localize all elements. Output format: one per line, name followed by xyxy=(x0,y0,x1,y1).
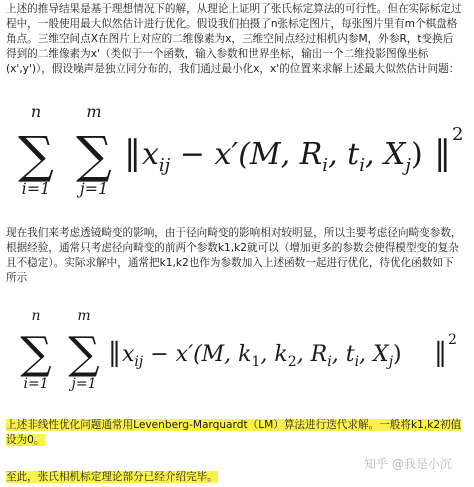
highlighted-text: 上述非线性优化问题通常用Levenberg-Marquardt（LM）算法进行迭代求解。一般将k1,k2初值 xyxy=(6,419,462,431)
sum-i-upper: n xyxy=(31,308,41,324)
norm-right: ‖ xyxy=(434,133,451,173)
text-line: 现在我们来考虑透镜畸变的影响，由于径向畸变的影响相对较明显，所以主要考虑径向畸变参数， xyxy=(6,227,462,239)
norm-left: ‖ xyxy=(108,338,121,368)
formula-with-distortion xyxy=(0,306,474,396)
formula-body: $x_{ij} - x'(M$, $k_1$, $k_2$, $R_i$, $t_i$, $X_j$) xyxy=(122,342,402,370)
power: 2 xyxy=(448,332,457,348)
highlighted-text: 设为0。 xyxy=(6,434,45,446)
text-line: (x',y')），假设噪声是独立同分布的，我们通过最小化x，x'的位置来求解上述最大似然估计问题： xyxy=(6,63,460,75)
text-line: 程中，一般使用最大似然估计进行优化。假设我们拍摄了n张标定图片，每张图片里有m个棋盘格 xyxy=(6,18,458,30)
text-line: 角点。三维空间点X在图片上对应的二维像素为x，三维空间点经过相机内参M，外参R，t变换后 xyxy=(6,33,454,45)
formula-body: $x_{ij} - x'(M$, $R_i$, $t_i$, $X_j$) xyxy=(142,137,423,176)
norm-left: ‖ xyxy=(124,133,141,173)
text-line: 且不稳定）。实际求解中，通常把k1,k2也作为参数加入上述函数一起进行优化，待优化函数如下 xyxy=(6,257,454,269)
sum-i-lower: i=1 xyxy=(23,376,49,392)
text-line-wrap xyxy=(6,470,468,485)
highlighted-text: 至此，张氏相机标定理论部分已经介绍完毕。 xyxy=(6,471,218,483)
sum-symbol-j: ∑ xyxy=(68,328,100,379)
sum-symbol-i: ∑ xyxy=(20,328,52,379)
paragraph-conclusion xyxy=(6,470,468,485)
sum-i-upper: n xyxy=(30,102,42,121)
watermark: 知乎 @我是小沉 xyxy=(364,457,452,471)
paragraph-lm xyxy=(6,418,468,448)
sum-symbol-j: ∑ xyxy=(76,126,112,184)
norm-right: ‖ xyxy=(434,338,447,368)
text-line-wrap xyxy=(6,433,468,448)
text-line: 上述的推导结果是基于理想情况下的解，从理论上证明了张氏标定算法的可行性。但在实际标定过 xyxy=(6,3,462,15)
text-line: 根据经验，通常只考虑径向畸变的前两个参数k1,k2就可以（增加更多的参数会使得模型变的复杂 xyxy=(6,242,459,254)
sum-symbol-i: ∑ xyxy=(18,126,54,184)
text-line: 所示 xyxy=(6,272,28,284)
sum-j-lower: j=1 xyxy=(79,179,109,198)
sum-j-upper: m xyxy=(77,308,91,324)
formula-max-likelihood xyxy=(0,100,474,200)
sum-i-lower: i=1 xyxy=(21,179,51,198)
paragraph-intro xyxy=(6,2,468,77)
sum-j-upper: m xyxy=(86,102,102,121)
sum-j-lower: j=1 xyxy=(71,376,97,392)
text-line-wrap xyxy=(6,418,468,433)
paragraph-distortion xyxy=(6,226,468,286)
text-line: 得到的二维像素为x'（类似于一个函数，输入参数和世界坐标，输出一个二维投影图像坐标 xyxy=(6,48,429,60)
power: 2 xyxy=(452,124,464,145)
